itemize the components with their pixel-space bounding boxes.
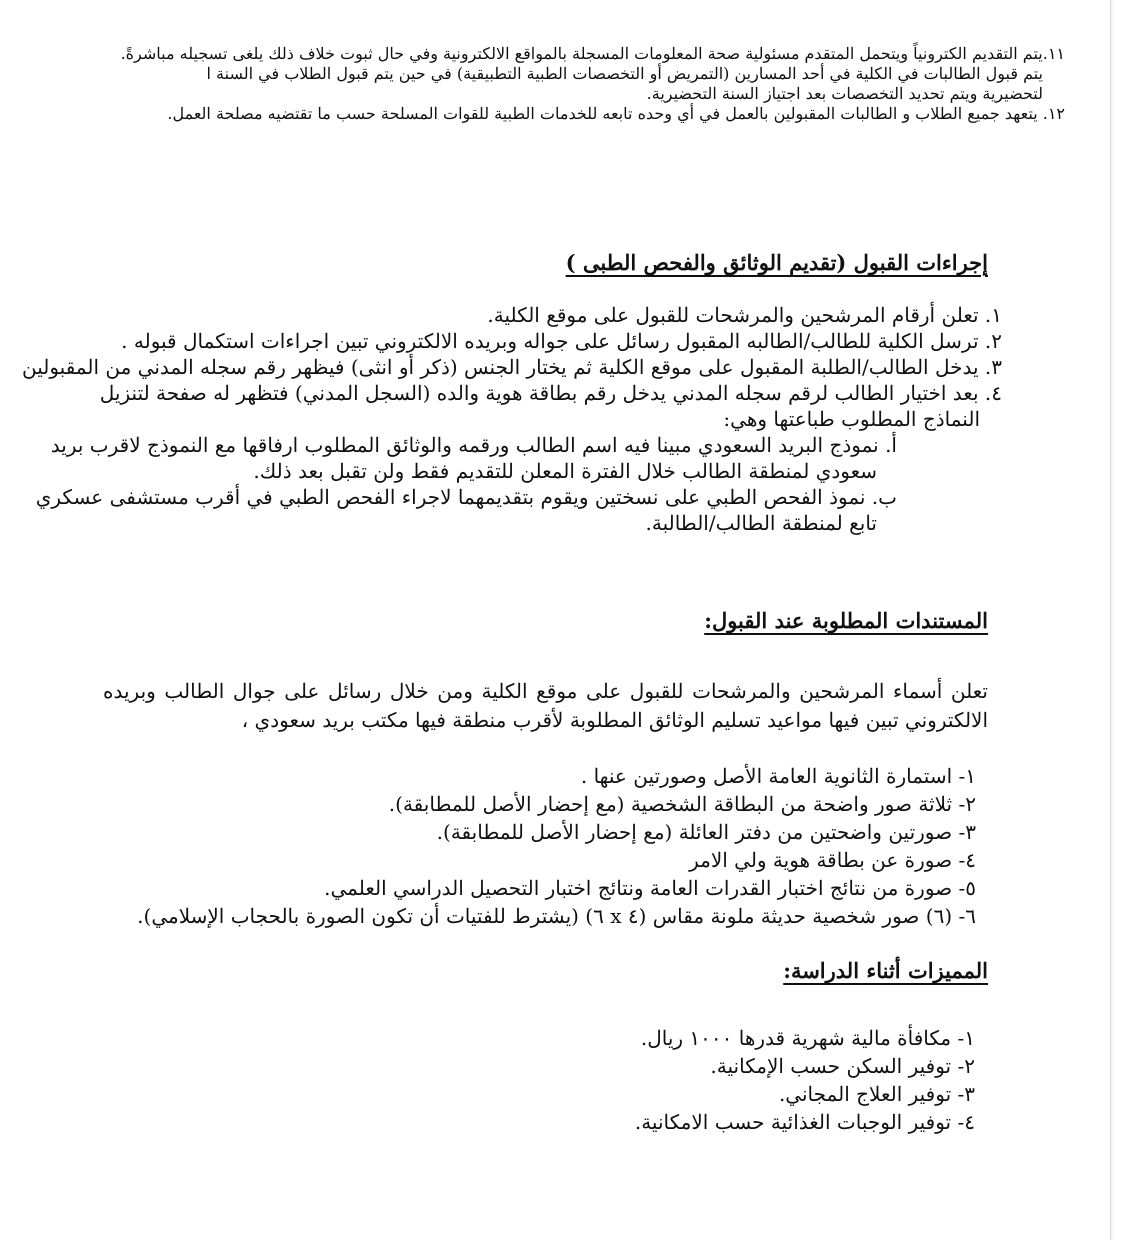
condition-12-line: ١٢. يتعهد جميع الطلاب و الطالبات المقبولين بالعمل في أي وحده تابعه للخدمات الطبية للقوات المسلحة حسب ما تقتضيه مصلحة العمل. — [167, 104, 1065, 123]
condition-11-note-line: يتم قبول الطالبات في الكلية في أحد المسارين (التمريض أو التخصصات الطبية التطبيقية) في حين يتم قبول الطلاب في السنة ا — [206, 64, 1043, 83]
procedure-subitem: ب. نموذ الفحص الطبي على نسختين ويقوم بتقديمهما لاجراء الفحص الطبي في أقرب مستشفى عسكري — [35, 485, 897, 509]
benefits-list — [375, 1024, 975, 1136]
documents-heading: المستندات المطلوبة عند القبول: — [704, 608, 988, 633]
benefit-item: ٣- توفير العلاج المجاني. — [778, 1082, 975, 1106]
procedure-subitem: أ. نموذج البريد السعودي مبينا فيه اسم الطالب ورقمه والوثائق المطلوب ارفاقها مع النموذج لاقرب بريد — [50, 433, 897, 457]
procedure-item: ٤. بعد اختيار الطالب لرقم سجله المدني يدخل رقم بطاقة هوية والده (السجل المدني) فتظهر له صفحة لتنزيل — [99, 381, 1002, 405]
procedure-item: ١. تعلن أرقام المرشحين والمرشحات للقبول على موقع الكلية. — [487, 303, 1002, 327]
document-item: ٦- (٦) صور شخصية حديثة ملونة مقاس (٤ x ٦) (يشترط للفتيات أن تكون الصورة بالحجاب الإسلامي). — [137, 904, 976, 928]
condition-11-line: ١١.يتم التقديم الكترونياً ويتحمل المتقدم مسئولية صحة المعلومات المسجلة بالمواقع الالكترونية وفي حال ثبوت خلاف ذلك يلغى تسجيله مباشرةً. — [120, 44, 1065, 63]
procedures-list — [2, 302, 1002, 536]
procedure-item: ٣. يدخل الطالب/الطلبة المقبول على موقع الكلية ثم يختار الجنس (ذكر أو انثى) فيظهر رقم سجله المدني من المقبولين — [21, 355, 1002, 379]
document-item: ٢- ثلاثة صور واضحة من البطاقة الشخصية (مع إحضار الأصل للمطابقة). — [388, 792, 976, 816]
procedure-subitem-continuation: سعودي لمنطقة الطالب خلال الفترة المعلن للتقديم فقط ولن تقبل بعد ذلك. — [253, 459, 877, 483]
conditions-block — [65, 44, 1065, 124]
benefits-heading: المميزات أثناء الدراسة: — [783, 958, 988, 983]
benefit-item: ١- مكافأة مالية شهرية قدرها ١٠٠٠ ريال. — [640, 1026, 975, 1050]
benefit-item: ٤- توفير الوجبات الغذائية حسب الامكانية. — [634, 1110, 975, 1134]
document-item: ٤- صورة عن بطاقة هوية ولي الامر — [689, 848, 976, 872]
document-item: ٣- صورتين واضحتين من دفتر العائلة (مع إحضار الأصل للمطابقة). — [436, 820, 976, 844]
procedure-subitem-continuation: تابع لمنطقة الطالب/الطالبة. — [645, 511, 877, 535]
document-item: ٥- صورة من نتائج اختبار القدرات العامة ونتائج اختبار التحصيل الدراسي العلمي. — [324, 876, 976, 900]
condition-11-note-line: لتحضيرية ويتم تحديد التخصصات بعد اجتياز السنة التحضيرية. — [646, 84, 1043, 103]
procedures-heading: إجراءات القبول (تقديم الوثائق والفحص الطبى ) — [565, 250, 988, 275]
document-item: ١- استمارة الثانوية العامة الأصل وصورتين عنها . — [580, 764, 976, 788]
documents-list — [76, 762, 976, 930]
benefit-item: ٢- توفير السكن حسب الإمكانية. — [710, 1054, 975, 1078]
documents-intro-paragraph: تعلن أسماء المرشحين والمرشحات للقبول على موقع الكلية ومن خلال رسائل على جوال الطالب وبريده الالكتروني تبين فيها مواعيد تسليم الوثائق المطلوبة لأقرب منطقة فيها مكتب بريد سعودي ، — [103, 679, 988, 732]
procedure-item: ٢. ترسل الكلية للطالب/الطالبه المقبول رسائل على جواله وبريده الالكتروني تبين اجراءات استكمال قبوله . — [121, 329, 1002, 353]
procedure-item-continuation: النماذج المطلوب طباعتها وهي: — [723, 407, 980, 431]
